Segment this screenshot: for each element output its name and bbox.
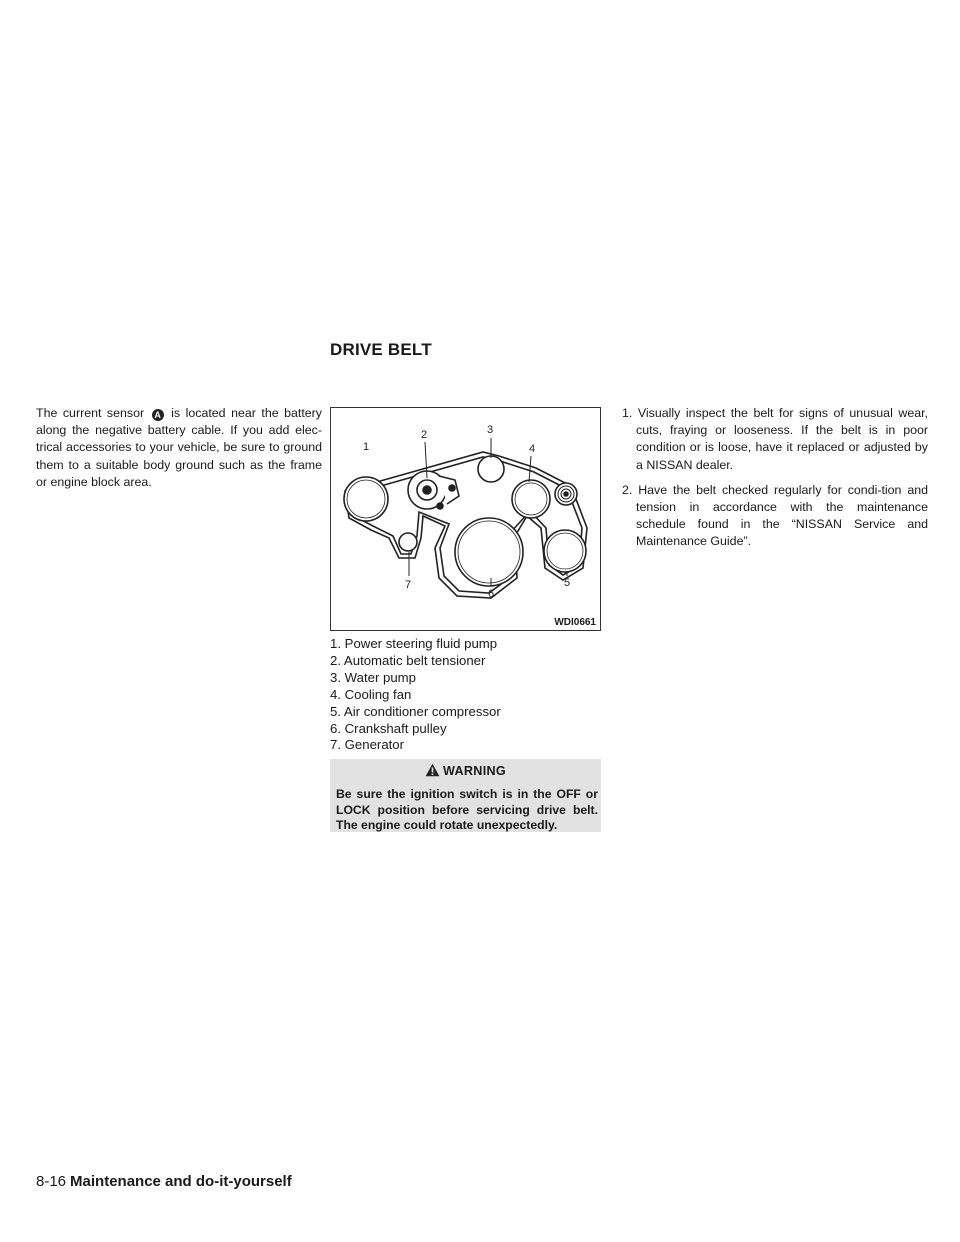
list-item: 3. Water pump <box>330 669 416 685</box>
callout-a-marker: A <box>152 409 164 421</box>
warning-title <box>330 763 601 778</box>
belt-routing-illustration <box>331 408 602 632</box>
list-item: 2. Automatic belt tensioner <box>330 652 486 668</box>
callout-3: 3 <box>487 424 494 436</box>
list-item: 1. Power steering fluid pump <box>330 636 498 651</box>
warning-text: Be sure the ignition switch is in the OFF or LOCK position before servicing drive belt. The engine could rotate unexpectedly. <box>336 787 598 833</box>
list-item: 7. Generator <box>330 737 405 753</box>
list-item: 1. Visually inspect the belt for signs of unusual wear, cuts, fraying or looseness. If the belt is in poor condition or is loose, have it replaced or adjusted by a NISSAN dealer. <box>622 406 928 472</box>
inspection-steps <box>622 405 928 559</box>
warning-title-text: WARNING <box>443 764 506 778</box>
cooling-fan-pulley <box>512 480 550 518</box>
figure-code: WDI0661 <box>554 617 596 628</box>
warning-triangle-icon <box>425 763 440 777</box>
list-item: 6. Crankshaft pulley <box>330 720 447 736</box>
callout-6: 6 <box>488 588 495 600</box>
ac-compressor-pulley <box>544 530 586 572</box>
callout-4: 4 <box>529 443 536 455</box>
warning-box <box>330 759 601 832</box>
paragraph-text-before: The current sensor <box>36 406 145 420</box>
list-item: 5. Air conditioner compressor <box>330 703 501 719</box>
section-heading: DRIVE BELT <box>330 340 432 359</box>
drive-belt-diagram <box>330 407 601 631</box>
list-item: 4. Cooling fan <box>330 686 412 702</box>
generator-pulley <box>399 533 417 551</box>
page-number: 8-16 <box>36 1173 67 1190</box>
paragraph-text-after: is located near the battery along the negative battery cable. If you add elec-trical accessories to your vehicle, be sure to ground them to a suitable body ground such as the frame or engine block area. <box>36 406 322 489</box>
list-item: 2. Have the belt checked regularly for condi-tion and tension in accordance with the maintenance schedule found in the “NISSAN Service and Maintenance Guide”. <box>622 482 928 549</box>
chapter-title: Maintenance and do-it-yourself <box>70 1173 292 1190</box>
page-footer <box>36 1173 292 1190</box>
current-sensor-paragraph <box>36 405 322 491</box>
callout-7: 7 <box>405 579 412 591</box>
callout-5: 5 <box>564 577 571 589</box>
crankshaft-pulley <box>455 518 523 586</box>
callout-2: 2 <box>421 429 428 441</box>
leader-line-4 <box>529 456 531 482</box>
component-list <box>330 636 610 754</box>
power-steering-pump-pulley <box>344 477 388 521</box>
callout-1: 1 <box>363 441 370 453</box>
water-pump-pulley <box>478 456 504 482</box>
